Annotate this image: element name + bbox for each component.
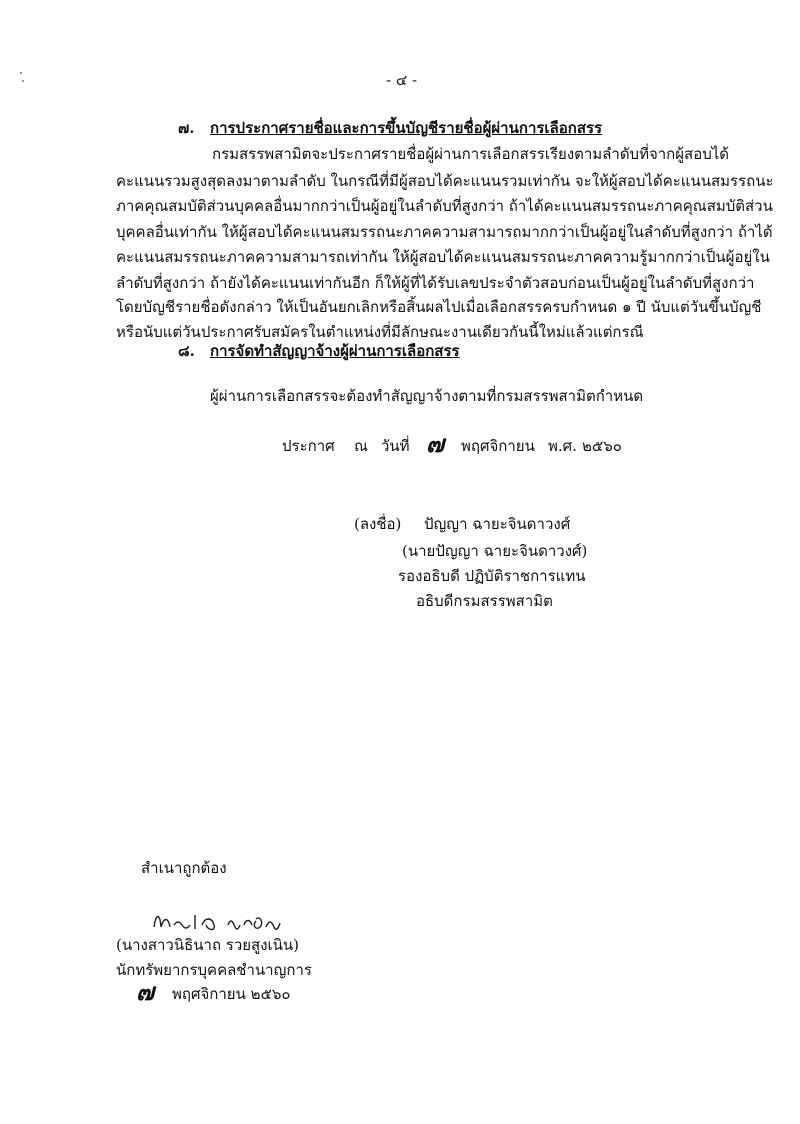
announce-at: ณ <box>354 437 368 455</box>
section-7-line: บุคคลอื่นเท่ากัน ให้ผู้สอบได้คะแนนสมรรถนะภาคความสามารถมากกว่าเป็นผู้อยู่ในลำดับที่สูงกว่า ถ้าได้ <box>116 223 773 241</box>
certifier-position: นักทรัพยากรบุคคลชำนาญการ <box>116 961 312 979</box>
page-number: - ๔ - <box>386 71 418 89</box>
signer-full-name: (นายปัญญา ฉายะจินดาวงศ์) <box>402 542 588 560</box>
section-8-heading: การจัดทำสัญญาจ้างผู้ผ่านการเลือกสรร <box>210 342 460 360</box>
announce-day: ๗ <box>426 429 445 458</box>
signed-name: ปัญญา ฉายะจินดาวงศ์ <box>424 515 571 533</box>
sign-label: (ลงชื่อ) <box>354 515 402 533</box>
announce-day-label: วันที่ <box>381 437 410 455</box>
section-7-line: ลำดับที่สูงกว่า ถ้ายังได้คะแนนเท่ากันอีก ก็ให้ผู้ที่ได้รับเลขประจำตัวสอบก่อนเป็นผู้อยู่ในลำดับที่สูงกว่า <box>116 274 755 292</box>
certified-day: ๗ <box>136 977 155 1006</box>
section-8-number: ๘. <box>178 342 195 360</box>
certified-date: พฤศจิกายน ๒๕๖๐ <box>172 985 291 1003</box>
announce-prefix: ประกาศ <box>282 437 335 455</box>
section-8-line: ผู้ผ่านการเลือกสรรจะต้องทำสัญญาจ้างตามที่กรมสรรพสามิตกำหนด <box>210 387 644 405</box>
section-7-heading: การประกาศรายชื่อและการขึ้นบัญชีรายชื่อผู้ผ่านการเลือกสรร <box>210 119 603 137</box>
section-7-line: ภาคคุณสมบัติส่วนบุคคลอื่นมากกว่าเป็นผู้อยู่ในลำดับที่สูงกว่า ถ้าได้คะแนนสมรรถนะภาคคุณสมบัติส่วน <box>116 197 773 215</box>
section-7-line: คะแนนสมรรถนะภาคความสามารถเท่ากัน ให้ผู้สอบได้คะแนนสมรรถนะภาคความรู้มากกว่าเป็นผู้อยู่ใน <box>116 248 770 266</box>
section-7-line: หรือนับแต่วันประกาศรับสมัครในตำแหน่งที่มีลักษณะงานเดียวกันนี้ใหม่แล้วแต่กรณี <box>116 323 644 341</box>
signer-position-2: อธิบดีกรมสรรพสามิต <box>416 592 553 610</box>
announce-month: พฤศจิกายน <box>461 437 535 455</box>
handwritten-signature <box>150 907 290 937</box>
signer-position-1: รองอธิบดี ปฏิบัติราชการแทน <box>398 567 586 585</box>
announce-year-label: พ.ศ. <box>548 437 577 455</box>
section-7-number: ๗. <box>178 119 195 137</box>
certified-label: สำเนาถูกต้อง <box>141 859 227 877</box>
announce-year: ๒๕๖๐ <box>582 437 622 455</box>
section-7-line: โดยบัญชีรายชื่อดังกล่าว ให้เป็นอันยกเลิกหรือสิ้นผลไปเมื่อเลือกสรรครบกำหนด ๑ ปี นับแต่วันขึ้นบัญชี <box>116 298 762 316</box>
scan-speck <box>22 80 24 82</box>
scan-speck <box>20 72 22 74</box>
section-7-line: คะแนนรวมสูงสุดลงมาตามลำดับ ในกรณีที่มีผู้สอบได้คะแนนรวมเท่ากัน จะให้ผู้สอบได้คะแนนสมรรถนะ <box>116 172 774 190</box>
certifier-name: (นางสาวนิธินาถ รวยสูงเนิน) <box>116 936 300 954</box>
section-7-line: กรมสรรพสามิตจะประกาศรายชื่อผู้ผ่านการเลือกสรรเรียงตามลำดับที่จากผู้สอบได้ <box>212 145 730 163</box>
